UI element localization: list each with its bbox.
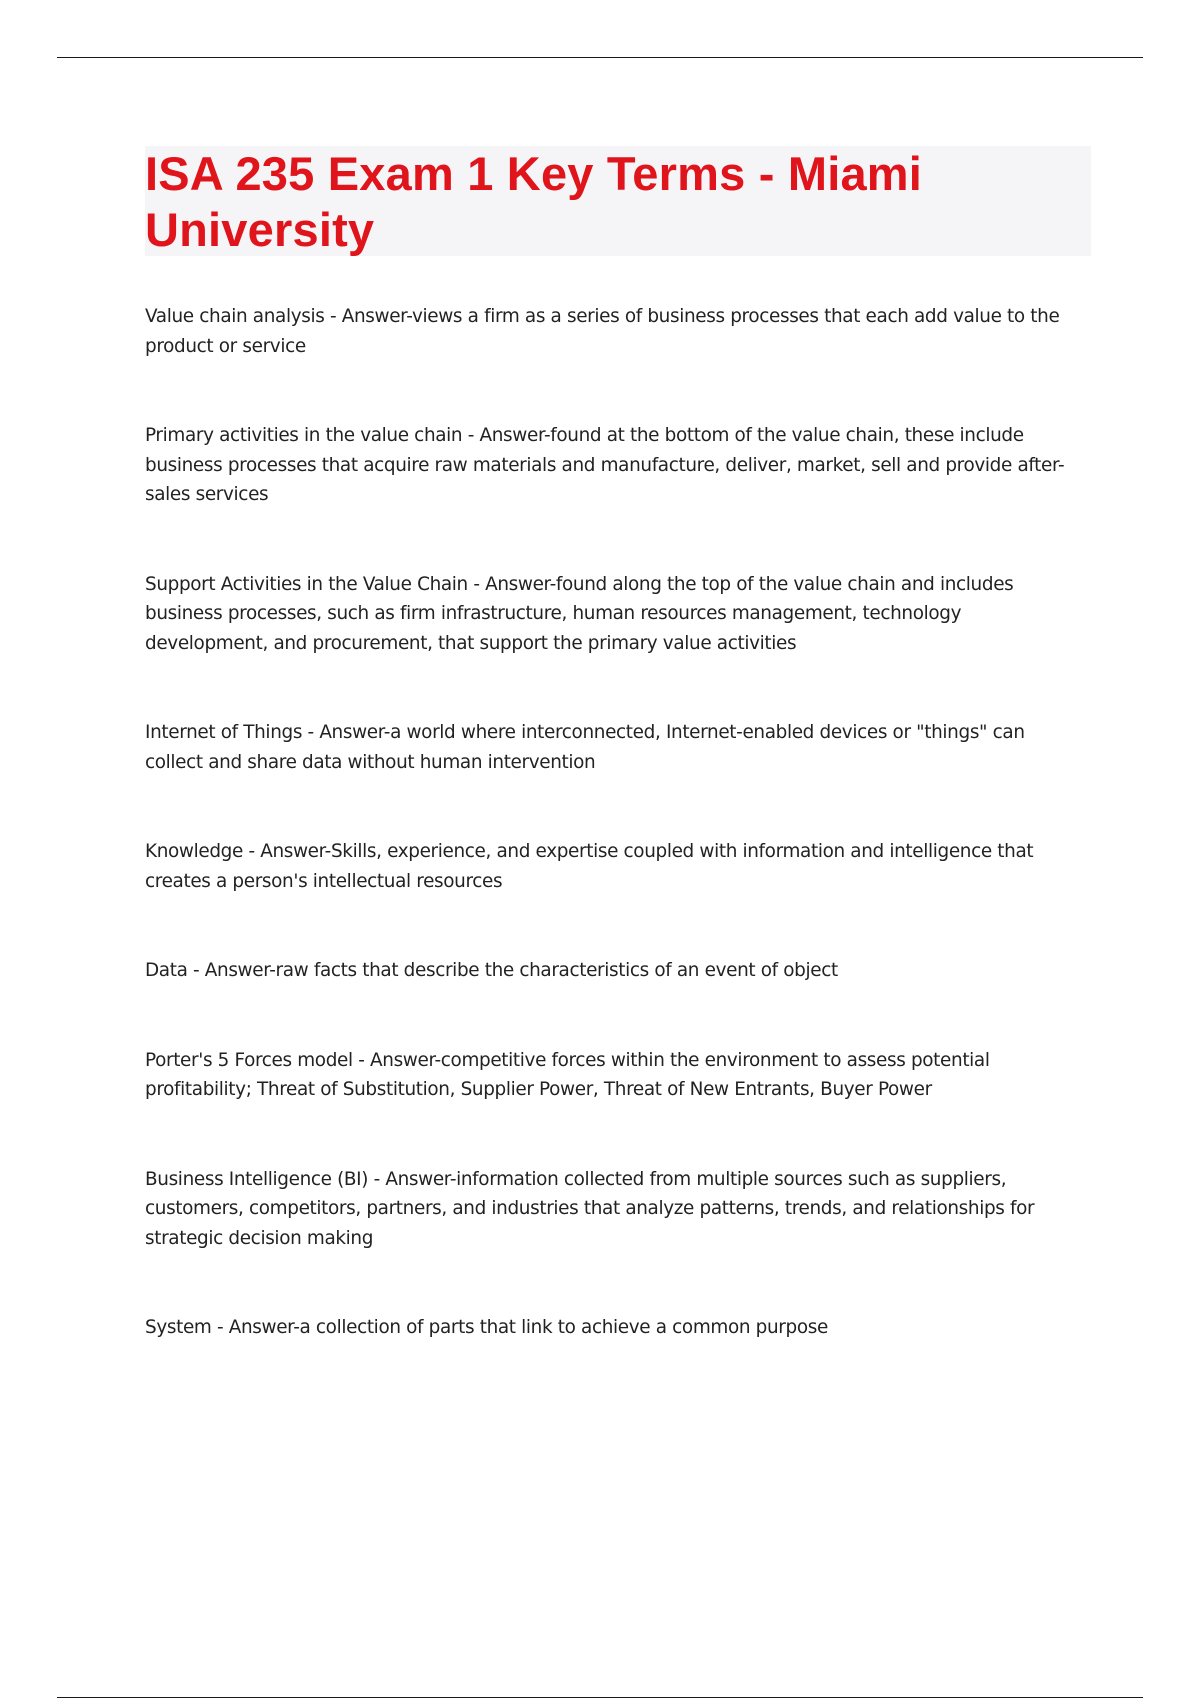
term-item: System - Answer-a collection of parts that link to achieve a common purpose bbox=[145, 1317, 828, 1338]
term-item: Support Activities in the Value Chain - Answer-found along the top of the value chain and includes business processes, such as firm infrastructure, human resources management, technology development, and procurement, that support the primary value activities bbox=[145, 573, 1014, 654]
header-rule bbox=[57, 57, 1143, 58]
document-title: ISA 235 Exam 1 Key Terms - Miami University bbox=[145, 147, 923, 256]
term-item: Internet of Things - Answer-a world where interconnected, Internet-enabled devices or "things" can collect and share data without human intervention bbox=[145, 722, 1025, 773]
term-item: Data - Answer-raw facts that describe the characteristics of an event of object bbox=[145, 960, 838, 981]
term-item: Business Intelligence (BI) - Answer-information collected from multiple sources such as suppliers, customers, competitors, partners, and industries that analyze patterns, trends, and relationships for strategic decision making bbox=[145, 1168, 1035, 1249]
document-body bbox=[145, 146, 1091, 1403]
term-item: Knowledge - Answer-Skills, experience, and expertise coupled with information and intelligence that creates a person's intellectual resources bbox=[145, 841, 1034, 892]
term-item: Porter's 5 Forces model - Answer-competitive forces within the environment to assess potential profitability; Threat of Substitution, Supplier Power, Threat of New Entrants, Buyer Power bbox=[145, 1049, 990, 1100]
footer-rule bbox=[57, 1697, 1143, 1698]
term-list bbox=[145, 302, 1091, 1343]
title-block bbox=[145, 146, 1091, 256]
term-item: Primary activities in the value chain - Answer-found at the bottom of the value chain, these include business processes that acquire raw materials and manufacture, deliver, market, sell and provide after-sales services bbox=[145, 425, 1065, 505]
term-item: Value chain analysis - Answer-views a firm as a series of business processes that each add value to the product or service bbox=[145, 306, 1060, 357]
